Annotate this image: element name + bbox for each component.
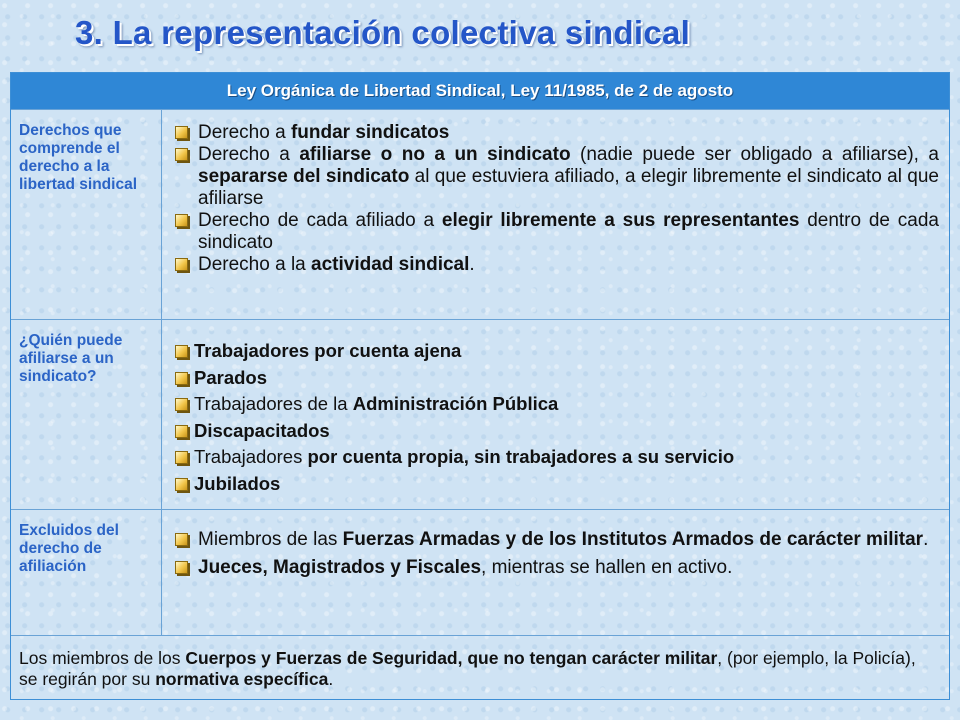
- footer-note: Los miembros de los Cuerpos y Fuerzas de Seguridad, que no tengan carácter militar, (por ejemplo, la Policía), se regirán por su normativa específica.: [19, 648, 916, 689]
- law-table: [10, 72, 950, 700]
- table-row-rights: [11, 109, 949, 319]
- checkbox-bullet-icon: [175, 478, 188, 491]
- checkbox-bullet-icon: [175, 258, 188, 271]
- column-divider: [161, 510, 162, 635]
- list-item: Jubilados: [174, 471, 939, 498]
- list-item: Derecho de cada afiliado a elegir libremente a sus representantes dentro de cada sindicato: [174, 210, 939, 254]
- checkbox-bullet-icon: [175, 561, 188, 574]
- checkbox-bullet-icon: [175, 214, 188, 227]
- checkbox-bullet-icon: [175, 451, 188, 464]
- row-label-rights: Derechos que comprende el derecho a la libertad sindical: [19, 122, 138, 193]
- checkbox-bullet-icon: [175, 533, 188, 546]
- slide-title: 3. La representación colectiva sindical: [75, 14, 691, 51]
- checkbox-bullet-icon: [175, 372, 188, 385]
- row-label-excluded: Excluidos del derecho de afiliación: [19, 522, 119, 575]
- checkbox-bullet-icon: [175, 345, 188, 358]
- list-item: Parados: [174, 365, 939, 392]
- list-item: Miembros de las Fuerzas Armadas y de los Institutos Armados de carácter militar.: [174, 528, 939, 552]
- list-item: Jueces, Magistrados y Fiscales, mientras se hallen en activo.: [174, 556, 939, 580]
- column-divider: [161, 110, 162, 319]
- table-row-excluded: [11, 509, 949, 635]
- who-list: [174, 338, 939, 497]
- checkbox-bullet-icon: [175, 425, 188, 438]
- checkbox-bullet-icon: [175, 126, 188, 139]
- column-divider: [161, 320, 162, 509]
- list-item: Trabajadores por cuenta propia, sin trabajadores a su servicio: [174, 444, 939, 471]
- checkbox-bullet-icon: [175, 398, 188, 411]
- list-item: Trabajadores por cuenta ajena: [174, 338, 939, 365]
- table-row-footer: [11, 635, 949, 699]
- list-item: Derecho a la actividad sindical.: [174, 254, 939, 276]
- table-header: Ley Orgánica de Libertad Sindical, Ley 11/1985, de 2 de agosto: [11, 73, 949, 109]
- checkbox-bullet-icon: [175, 148, 188, 161]
- rights-list: [174, 122, 939, 276]
- list-item: Discapacitados: [174, 418, 939, 445]
- list-item: Derecho a fundar sindicatos: [174, 122, 939, 144]
- list-item: Derecho a afiliarse o no a un sindicato (nadie puede ser obligado a afiliarse), a separarse del sindicato al que estuviera afiliado, a elegir libremente el sindicato al que afiliarse: [174, 144, 939, 210]
- list-item: Trabajadores de la Administración Pública: [174, 391, 939, 418]
- excluded-list: [174, 528, 939, 580]
- table-row-who: [11, 319, 949, 509]
- row-label-who: ¿Quién puede afiliarse a un sindicato?: [19, 332, 123, 385]
